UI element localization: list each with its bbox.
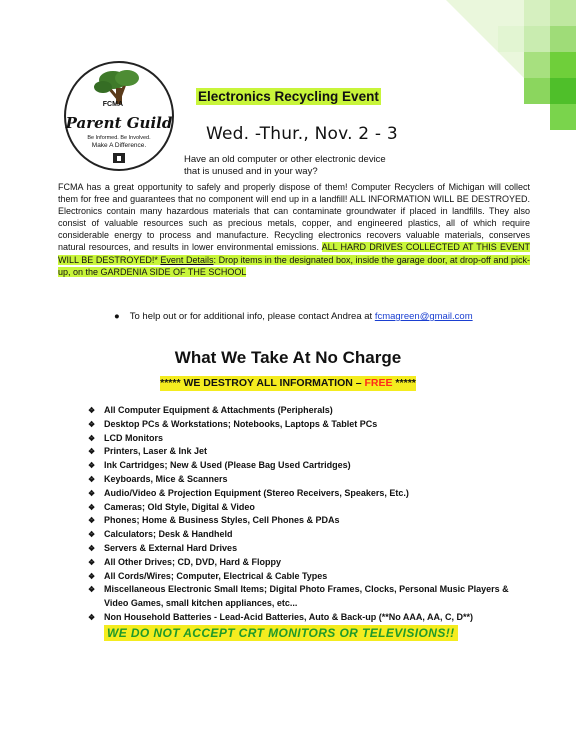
diamond-bullet-icon: ❖ <box>88 543 96 553</box>
list-item <box>88 611 528 625</box>
event-details-text: : Drop items in the designated box, inside the garage door, at drop-off and pick-up, on the GARDENIA SIDE OF THE SCHOOL <box>58 254 530 277</box>
diamond-bullet-icon: ❖ <box>88 488 96 498</box>
list-item-text: Ink Cartridges; New & Used (Please Bag Used Cartridges) <box>104 460 351 471</box>
diamond-bullet-icon: ❖ <box>88 571 96 581</box>
body-text: FCMA has a great opportunity to safely and properly dispose of them! Computer Recyclers of Michigan will collect them for free and guarantees that no component will end up in a landfill! ALL INFORMATION WILL BE DESTROYED. Electronics contain many hazardous materials that can contaminate groundwater if placed in landfills. They also consist of valuable resources such as precious metals, copper, and engineered plastics, all of which require considerable energy to process and manufacture. Recycling electronics recovers valuable materials, conserves natural resources, and results in lower environmental emissions. <box>58 182 530 253</box>
logo-name: Parent Guild <box>65 114 173 132</box>
list-item <box>88 556 528 570</box>
list-item <box>88 528 528 542</box>
list-item-text: Cameras; Old Style, Digital & Video <box>104 501 255 512</box>
diamond-bullet-icon: ❖ <box>88 502 96 512</box>
list-item-text: Keyboards, Mice & Scanners <box>104 473 228 484</box>
list-item-text: LCD Monitors <box>104 432 163 443</box>
logo-text <box>63 60 175 172</box>
contact-email-link[interactable]: fcmagreen@gmail.com <box>374 311 473 322</box>
list-item <box>88 514 528 528</box>
banner-text-b: ***** <box>392 377 416 389</box>
corner-decoration <box>406 0 576 130</box>
diamond-bullet-icon: ❖ <box>88 474 96 484</box>
list-item-text: Printers, Laser & Ink Jet <box>104 446 208 457</box>
list-item <box>88 583 528 611</box>
diamond-bullet-icon: ❖ <box>88 433 96 443</box>
body-paragraph <box>58 181 530 278</box>
list-item <box>88 418 528 432</box>
take-heading: What We Take At No Charge <box>174 348 402 367</box>
list-item <box>88 570 528 584</box>
free-label: FREE <box>364 377 393 389</box>
logo-org: FCMA <box>102 101 123 108</box>
diamond-bullet-icon: ❖ <box>88 516 96 526</box>
list-item-text: All Other Drives; CD, DVD, Hard & Floppy <box>104 556 282 567</box>
event-date: Wed. -Thur., Nov. 2 - 3 <box>206 124 398 144</box>
list-item <box>88 501 528 515</box>
diamond-bullet-icon: ❖ <box>88 419 96 429</box>
banner-text-a: ***** WE DESTROY ALL INFORMATION – <box>160 377 365 389</box>
list-item-text: All Cords/Wires; Computer, Electrical & Cable Types <box>104 570 328 581</box>
contact-line <box>114 311 473 322</box>
list-item <box>88 542 528 556</box>
diamond-bullet-icon: ❖ <box>88 447 96 457</box>
list-item-text: Servers & External Hard Drives <box>104 542 238 553</box>
contact-text: To help out or for additional info, please contact Andrea at <box>129 311 375 322</box>
list-item-text: Non Household Batteries - Lead-Acid Batteries, Auto & Back-up (**No AAA, AA, C, D**) <box>104 611 474 622</box>
diamond-bullet-icon: ❖ <box>88 406 96 415</box>
crt-notice: WE DO NOT ACCEPT CRT MONITORS OR TELEVISIONS!! <box>104 625 458 641</box>
bullet-dot-icon: ● <box>114 311 120 322</box>
diamond-bullet-icon: ❖ <box>88 557 96 567</box>
diamond-bullet-icon: ❖ <box>88 530 96 540</box>
logo-tagline-1: Be Informed. Be Involved. <box>87 135 151 141</box>
event-title: Electronics Recycling Event <box>198 89 379 104</box>
hard-drive-notice: ALL HARD DRIVES COLLECTED AT THIS EVENT WILL BE DESTROYED!* <box>58 242 530 265</box>
logo-tagline-2: Make A Difference. <box>91 142 147 149</box>
list-item-text: Miscellaneous Electronic Small Items; Digital Photo Frames, Clocks, Personal Music Players & Video Games, small kitchen appliances, etc... <box>104 584 509 609</box>
accepted-items-list <box>88 404 528 625</box>
diamond-bullet-icon: ❖ <box>88 585 96 595</box>
diamond-bullet-icon: ❖ <box>88 461 96 471</box>
list-item <box>88 487 528 501</box>
list-item <box>88 432 528 446</box>
list-item-text: Calculators; Desk & Handheld <box>104 529 233 540</box>
list-item <box>88 473 528 487</box>
intro-question: Have an old computer or other electronic device that is unused and in your way? <box>184 154 386 177</box>
list-item <box>88 404 528 418</box>
list-item <box>88 445 528 459</box>
list-item-text: Phones; Home & Business Styles, Cell Phones & PDAs <box>104 515 340 526</box>
list-item-text: All Computer Equipment & Attachments (Peripherals) <box>104 405 333 415</box>
diamond-bullet-icon: ❖ <box>88 612 96 622</box>
event-details-label: Event Details <box>160 254 214 265</box>
list-item-text: Desktop PCs & Workstations; Notebooks, Laptops & Tablet PCs <box>104 418 378 429</box>
list-item-text: Audio/Video & Projection Equipment (Stereo Receivers, Speakers, Etc.) <box>104 487 409 498</box>
destroy-info-banner <box>160 376 416 391</box>
list-item <box>88 459 528 473</box>
